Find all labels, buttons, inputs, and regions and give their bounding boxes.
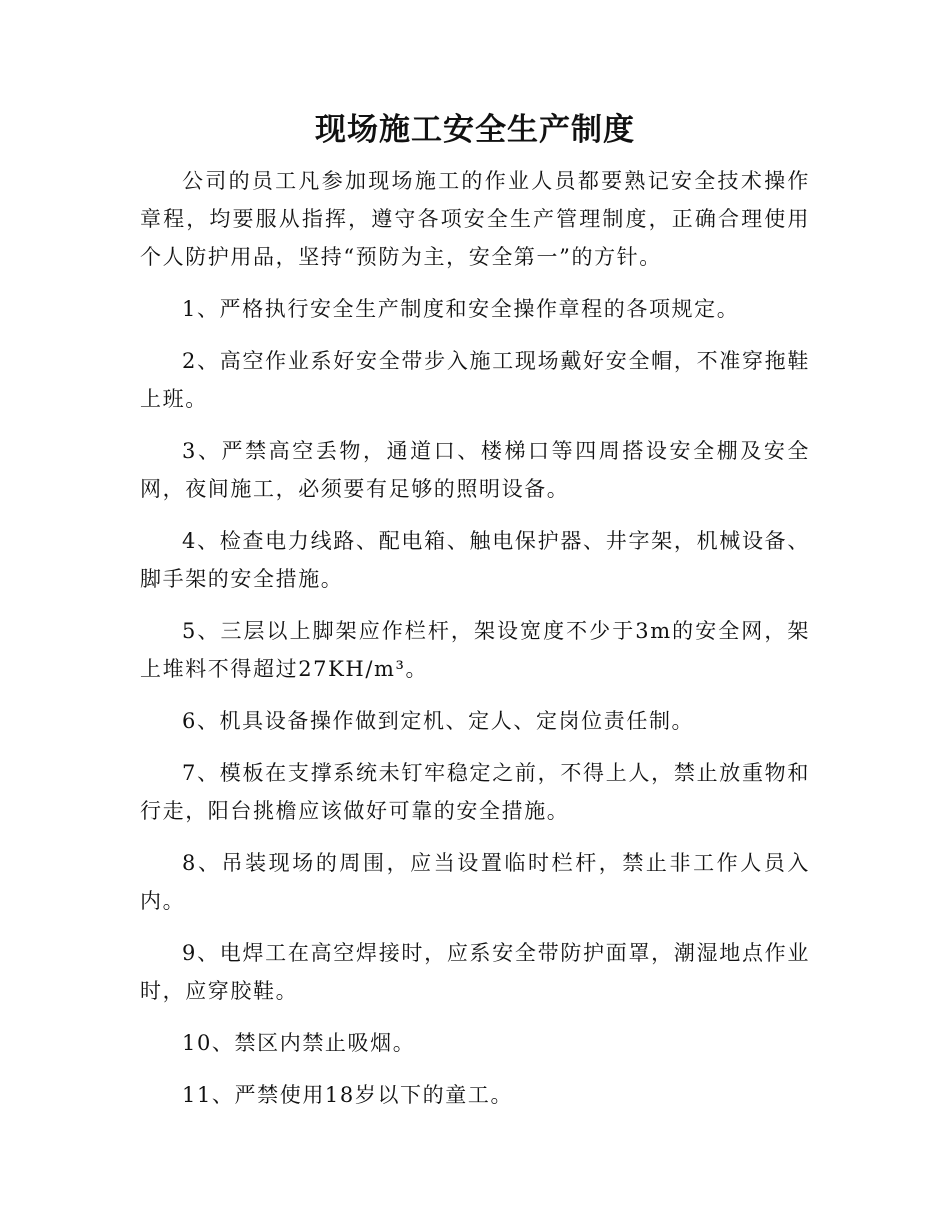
rule-item-10: 10、禁区内禁止吸烟。 bbox=[182, 1031, 416, 1055]
rule-item-11: 11、严禁使用18岁以下的童工。 bbox=[182, 1083, 514, 1107]
rule-item-1: 1、严格执行安全生产制度和安全操作章程的各项规定。 bbox=[182, 297, 740, 321]
rule-item-3: 3、严禁高空丢物，通道口、楼梯口等四周搭设安全棚及安全网，夜间施工，必须要有足够的照明设备。 bbox=[140, 439, 810, 501]
page-title: 现场施工安全生产制度 bbox=[315, 112, 635, 148]
rule-item-7: 7、模板在支撑系统未钉牢稳定之前，不得上人，禁止放重物和行走，阳台挑檐应该做好可靠的安全措施。 bbox=[140, 761, 810, 823]
document-body bbox=[140, 162, 810, 1128]
rule-item-8: 8、吊装现场的周围，应当设置临时栏杆，禁止非工作人员入内。 bbox=[140, 851, 810, 913]
intro-paragraph: 公司的员工凡参加现场施工的作业人员都要熟记安全技术操作章程，均要服从指挥，遵守各项安全生产管理制度，正确合理使用个人防护用品，坚持“预防为主，安全第一”的方针。 bbox=[140, 169, 810, 269]
rule-item-4: 4、检查电力线路、配电箱、触电保护器、井字架，机械设备、脚手架的安全措施。 bbox=[140, 529, 810, 591]
rule-item-2: 2、高空作业系好安全带步入施工现场戴好安全帽，不准穿拖鞋上班。 bbox=[140, 349, 810, 411]
rule-item-5: 5、三层以上脚架应作栏杆，架设宽度不少于3m的安全网，架上堆料不得超过27KH/m³。 bbox=[140, 619, 810, 681]
rule-item-6: 6、机具设备操作做到定机、定人、定岗位责任制。 bbox=[182, 709, 695, 733]
rule-item-9: 9、电焊工在高空焊接时，应系安全带防护面罩，潮湿地点作业时，应穿胶鞋。 bbox=[140, 941, 810, 1003]
